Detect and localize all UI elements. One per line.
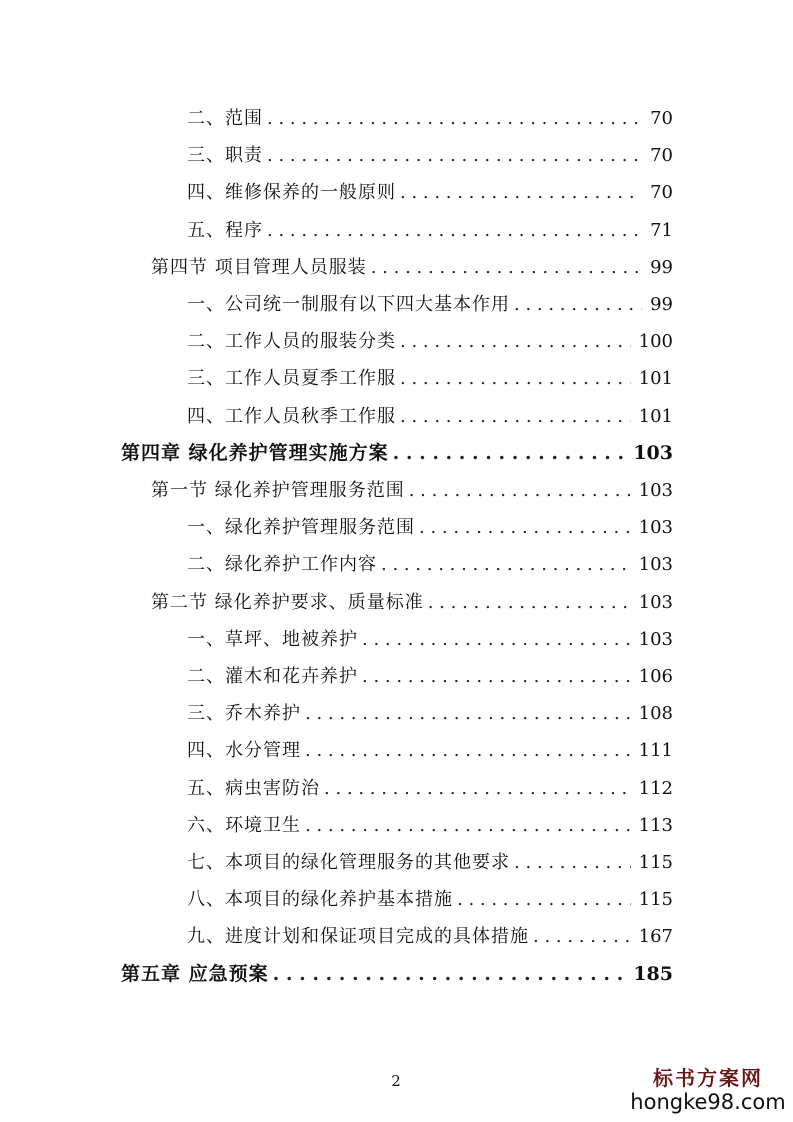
toc-subsection-entry <box>187 360 673 397</box>
toc-subsection-entry <box>187 174 673 211</box>
toc-chapter-entry <box>121 435 673 472</box>
toc-entry-page: 70 <box>650 108 673 129</box>
toc-subsection-entry <box>187 323 673 360</box>
page-number: 2 <box>391 1072 401 1090</box>
watermark-logo <box>628 1066 788 1114</box>
toc-entry-title: 第五章 应急预案 <box>121 962 269 985</box>
toc-entry-page: 167 <box>638 926 673 948</box>
toc-dot-leader <box>273 956 626 993</box>
toc-entry-title: 七、本项目的绿化管理服务的其他要求 <box>187 852 510 873</box>
toc-entry-page: 112 <box>638 777 673 799</box>
toc-subsection-entry <box>187 732 673 769</box>
toc-subsection-entry <box>187 212 673 249</box>
toc-dot-leader <box>393 435 626 472</box>
toc-dot-leader <box>267 100 642 137</box>
toc-entry-page: 103 <box>638 591 673 613</box>
toc-entry-title: 第一节 绿化养护管理服务范围 <box>151 480 405 501</box>
toc-dot-leader <box>400 398 631 435</box>
toc-dot-leader <box>400 360 631 397</box>
toc-subsection-entry <box>187 844 673 881</box>
toc-entry-page: 103 <box>638 480 673 501</box>
toc-entry-page: 70 <box>650 182 673 204</box>
toc-entry-page: 106 <box>638 666 673 687</box>
toc-entry-page: 99 <box>650 256 673 278</box>
toc-section-entry <box>151 249 673 286</box>
toc-dot-leader <box>305 695 631 732</box>
toc-entry-title: 二、绿化养护工作内容 <box>187 554 377 576</box>
toc-entry-title: 三、工作人员夏季工作服 <box>187 368 396 390</box>
toc-dot-leader <box>305 732 631 769</box>
toc-entry-title: 三、职责 <box>187 145 263 167</box>
toc-entry-title: 五、程序 <box>187 219 263 241</box>
toc-dot-leader <box>381 546 631 583</box>
toc-entry-title: 五、病虫害防治 <box>187 777 320 799</box>
watermark-cn-text: 标书方案网 <box>653 1066 763 1090</box>
toc-subsection-entry <box>187 621 673 658</box>
toc-entry-page: 103 <box>638 628 673 650</box>
toc-entry-page: 115 <box>638 889 673 911</box>
toc-subsection-entry <box>187 770 673 807</box>
toc-dot-leader <box>409 472 631 509</box>
toc-dot-leader <box>267 212 642 249</box>
toc-subsection-entry <box>187 509 673 546</box>
toc-subsection-entry <box>187 546 673 583</box>
toc-entry-title: 八、本项目的绿化养护基本措施 <box>187 889 453 911</box>
toc-dot-leader <box>514 844 631 881</box>
toc-dot-leader <box>457 881 631 918</box>
toc-entry-title: 一、公司统一制服有以下四大基本作用 <box>187 294 510 315</box>
toc-subsection-entry <box>187 137 673 174</box>
toc-subsection-entry <box>187 398 673 435</box>
toc-entry-page: 99 <box>650 294 673 315</box>
toc-entry-title: 二、灌木和花卉养护 <box>187 666 358 687</box>
toc-entry-title: 九、进度计划和保证项目完成的具体措施 <box>187 926 529 948</box>
toc-entry-page: 101 <box>638 368 673 390</box>
toc-dot-leader <box>371 249 642 286</box>
toc-dot-leader <box>362 621 631 658</box>
toc-section-entry <box>151 472 673 509</box>
toc-entry-title: 三、乔木养护 <box>187 703 301 725</box>
toc-subsection-entry <box>187 695 673 732</box>
toc-entry-page: 108 <box>638 703 673 725</box>
toc-entry-title: 六、环境卫生 <box>187 814 301 836</box>
toc-entry-title: 第四章 绿化养护管理实施方案 <box>121 441 389 464</box>
toc-entry-title: 四、工作人员秋季工作服 <box>187 405 396 427</box>
toc-section-entry <box>151 584 673 621</box>
toc-entry-page: 103 <box>638 554 673 576</box>
toc-dot-leader <box>533 918 631 955</box>
toc-entry-title: 二、范围 <box>187 108 263 129</box>
toc-entry-title: 一、绿化养护管理服务范围 <box>187 517 415 539</box>
toc-dot-leader <box>362 658 631 695</box>
toc-subsection-entry <box>187 807 673 844</box>
toc-subsection-entry <box>187 918 673 955</box>
watermark-url-text: hongke98.com <box>630 1090 786 1114</box>
toc-entry-page: 115 <box>638 852 673 873</box>
toc-entry-page: 71 <box>650 219 673 241</box>
toc-subsection-entry <box>187 100 673 137</box>
toc-dot-leader <box>428 584 631 621</box>
toc-entry-page: 113 <box>638 814 673 836</box>
toc-dot-leader <box>419 509 631 546</box>
toc-entry-page: 100 <box>638 331 673 353</box>
toc-dot-leader <box>400 323 631 360</box>
toc-entry-title: 一、草坪、地被养护 <box>187 628 358 650</box>
toc-dot-leader <box>324 770 631 807</box>
toc-entry-page: 111 <box>638 740 673 762</box>
toc-chapter-entry <box>121 956 673 993</box>
toc-dot-leader <box>305 807 631 844</box>
toc-entry-page: 70 <box>650 145 673 167</box>
toc-entry-title: 二、工作人员的服装分类 <box>187 331 396 353</box>
toc-dot-leader <box>267 137 642 174</box>
toc-entry-page: 103 <box>633 441 673 464</box>
toc-dot-leader <box>400 174 642 211</box>
toc-entry-page: 101 <box>638 405 673 427</box>
toc-entry-title: 第四节 项目管理人员服装 <box>151 256 367 278</box>
toc-entry-title: 第二节 绿化养护要求、质量标准 <box>151 591 424 613</box>
toc-subsection-entry <box>187 881 673 918</box>
toc-entry-title: 四、维修保养的一般原则 <box>187 182 396 204</box>
toc-entry-page: 103 <box>638 517 673 539</box>
toc-subsection-entry <box>187 658 673 695</box>
toc-dot-leader <box>514 286 642 323</box>
toc-entry-title: 四、水分管理 <box>187 740 301 762</box>
toc-entry-page: 185 <box>633 962 673 985</box>
toc-subsection-entry <box>187 286 673 323</box>
